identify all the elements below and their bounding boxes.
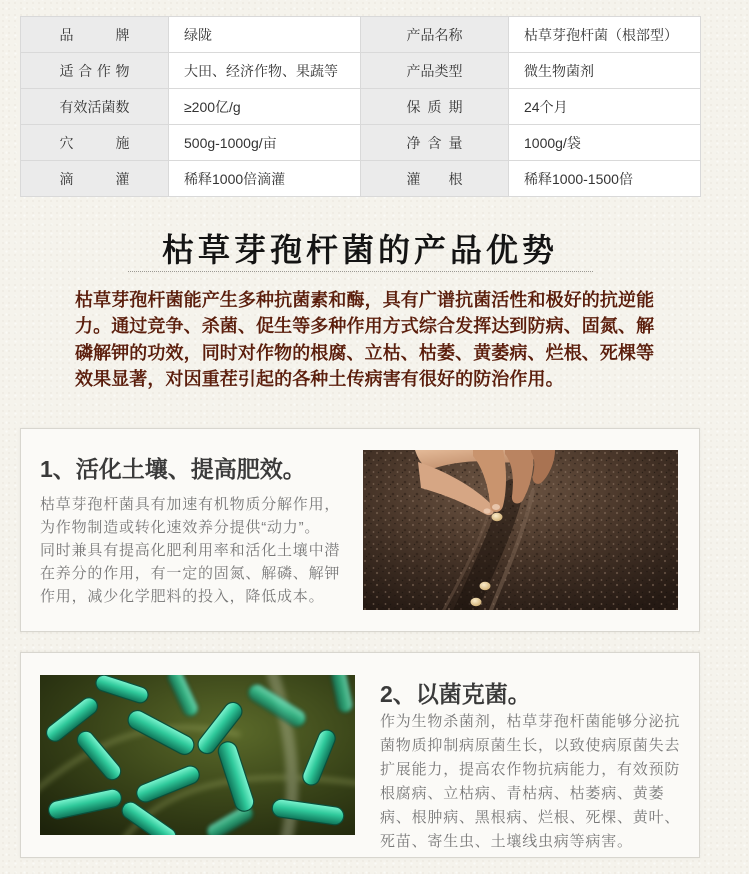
spec-label-net-content: 净 含 量 (406, 134, 463, 151)
spec-label-drip-irrigation: 滴 灌 (59, 170, 130, 187)
spec-label-cell-product-name (361, 17, 509, 53)
feature-title: 1、活化土壤、提高肥效。 (40, 456, 306, 482)
spec-label-cell-suitable-crops (21, 53, 169, 89)
spec-value-shelf-life: 24个月 (509, 89, 701, 125)
spec-label-suitable-crops: 适 合 作 物 (59, 62, 130, 79)
intro-line: 磷解钾的功效，同时对作物的根腐、立枯、枯萎、黄萎病、烂根、死棵等 (75, 342, 655, 363)
feature-card-bacteria (20, 652, 700, 858)
spec-label-shelf-life: 保 质 期 (406, 98, 463, 115)
spec-value-viable-count: ≥200亿/g (169, 89, 361, 125)
spec-row (21, 89, 701, 125)
spec-label-product-name: 产品名称 (406, 26, 463, 43)
spec-label-brand: 品 牌 (59, 26, 130, 43)
feature-text-line: 死苗、寄生虫、土壤线虫病等病害。 (380, 833, 633, 850)
advantages-title: 枯草芽孢杆菌的产品优势 (161, 231, 558, 269)
spec-value-product-name: 枯草芽孢杆菌（根部型） (509, 17, 701, 53)
spec-value-hole-application: 500g-1000g/亩 (169, 125, 361, 161)
spec-label-hole-application: 穴 施 (59, 134, 130, 151)
bacteria-photo (40, 675, 355, 835)
spec-label-cell-shelf-life (361, 89, 509, 125)
spec-label-root-irrigation: 灌 根 (406, 170, 463, 187)
spec-value-product-type: 微生物菌剂 (509, 53, 701, 89)
feature-text-line: 菌物质抑制病原菌生长，以致使病原菌失去 (380, 737, 681, 754)
feature-text-line: 作用，减少化学肥料的投入，降低成本。 (40, 588, 325, 605)
spec-row (21, 53, 701, 89)
spec-label-product-type: 产品类型 (406, 62, 463, 79)
advantages-intro (75, 287, 675, 392)
spec-row (21, 161, 701, 197)
spec-label-cell-hole-application (21, 125, 169, 161)
feature-text-line: 枯草芽孢杆菌具有加速有机物质分解作用， (40, 496, 341, 513)
seed (492, 513, 503, 521)
fingernail (484, 508, 491, 513)
spec-label-cell-viable-count (21, 89, 169, 125)
title-divider (128, 271, 593, 272)
spec-row (21, 17, 701, 53)
fingernail (492, 504, 500, 510)
spec-label-viable-count: 有效活菌数 (59, 98, 130, 115)
feature-description (380, 710, 692, 854)
seed (471, 598, 482, 606)
spec-value-drip-irrigation: 稀释1000倍滴灌 (169, 161, 361, 197)
spec-value-root-irrigation: 稀释1000-1500倍 (509, 161, 701, 197)
spec-label-cell-brand (21, 17, 169, 53)
feature-card-soil (20, 428, 700, 632)
feature-text-line: 在养分的作用，有一定的固氮、解磷、解钾 (40, 565, 341, 582)
spec-row (21, 125, 701, 161)
seed (480, 582, 491, 590)
intro-line: 效果显著，对因重茬引起的各种土传病害有很好的防治作用。 (75, 368, 564, 389)
product-spec-table (20, 16, 701, 197)
feature-description (40, 493, 352, 608)
feature-text-line: 作为生物杀菌剂，枯草芽孢杆菌能够分泌抗 (380, 713, 681, 730)
spec-value-brand: 绿陇 (169, 17, 361, 53)
feature-text-line: 同时兼具有提高化肥利用率和活化土壤中潜 (40, 542, 341, 559)
feature-text-line: 扩展能力，提高农作物抗病能力，有效预防 (380, 761, 681, 778)
spec-label-cell-product-type (361, 53, 509, 89)
soil-seeding-photo (363, 450, 678, 610)
spec-value-suitable-crops: 大田、经济作物、果蔬等 (169, 53, 361, 89)
intro-line: 力。通过竞争、杀菌、促生等多种作用方式综合发挥达到防病、固氮、解 (75, 316, 655, 337)
spec-label-cell-net-content (361, 125, 509, 161)
feature-text-line: 为作物制造或转化速效养分提供“动力”。 (40, 519, 321, 536)
spec-label-cell-root-irrigation (361, 161, 509, 197)
spec-value-net-content: 1000g/袋 (509, 125, 701, 161)
feature-text-line: 病、根肿病、黑根病、烂根、死棵、黄叶、 (380, 809, 681, 826)
feature-text-line: 根腐病、立枯病、青枯病、枯萎病、黄萎 (380, 785, 665, 802)
spec-label-cell-drip-irrigation (21, 161, 169, 197)
feature-title: 2、以菌克菌。 (380, 681, 531, 707)
intro-line: 枯草芽孢杆菌能产生多种抗菌素和酶，具有广谱抗菌活性和极好的抗逆能 (75, 290, 655, 310)
